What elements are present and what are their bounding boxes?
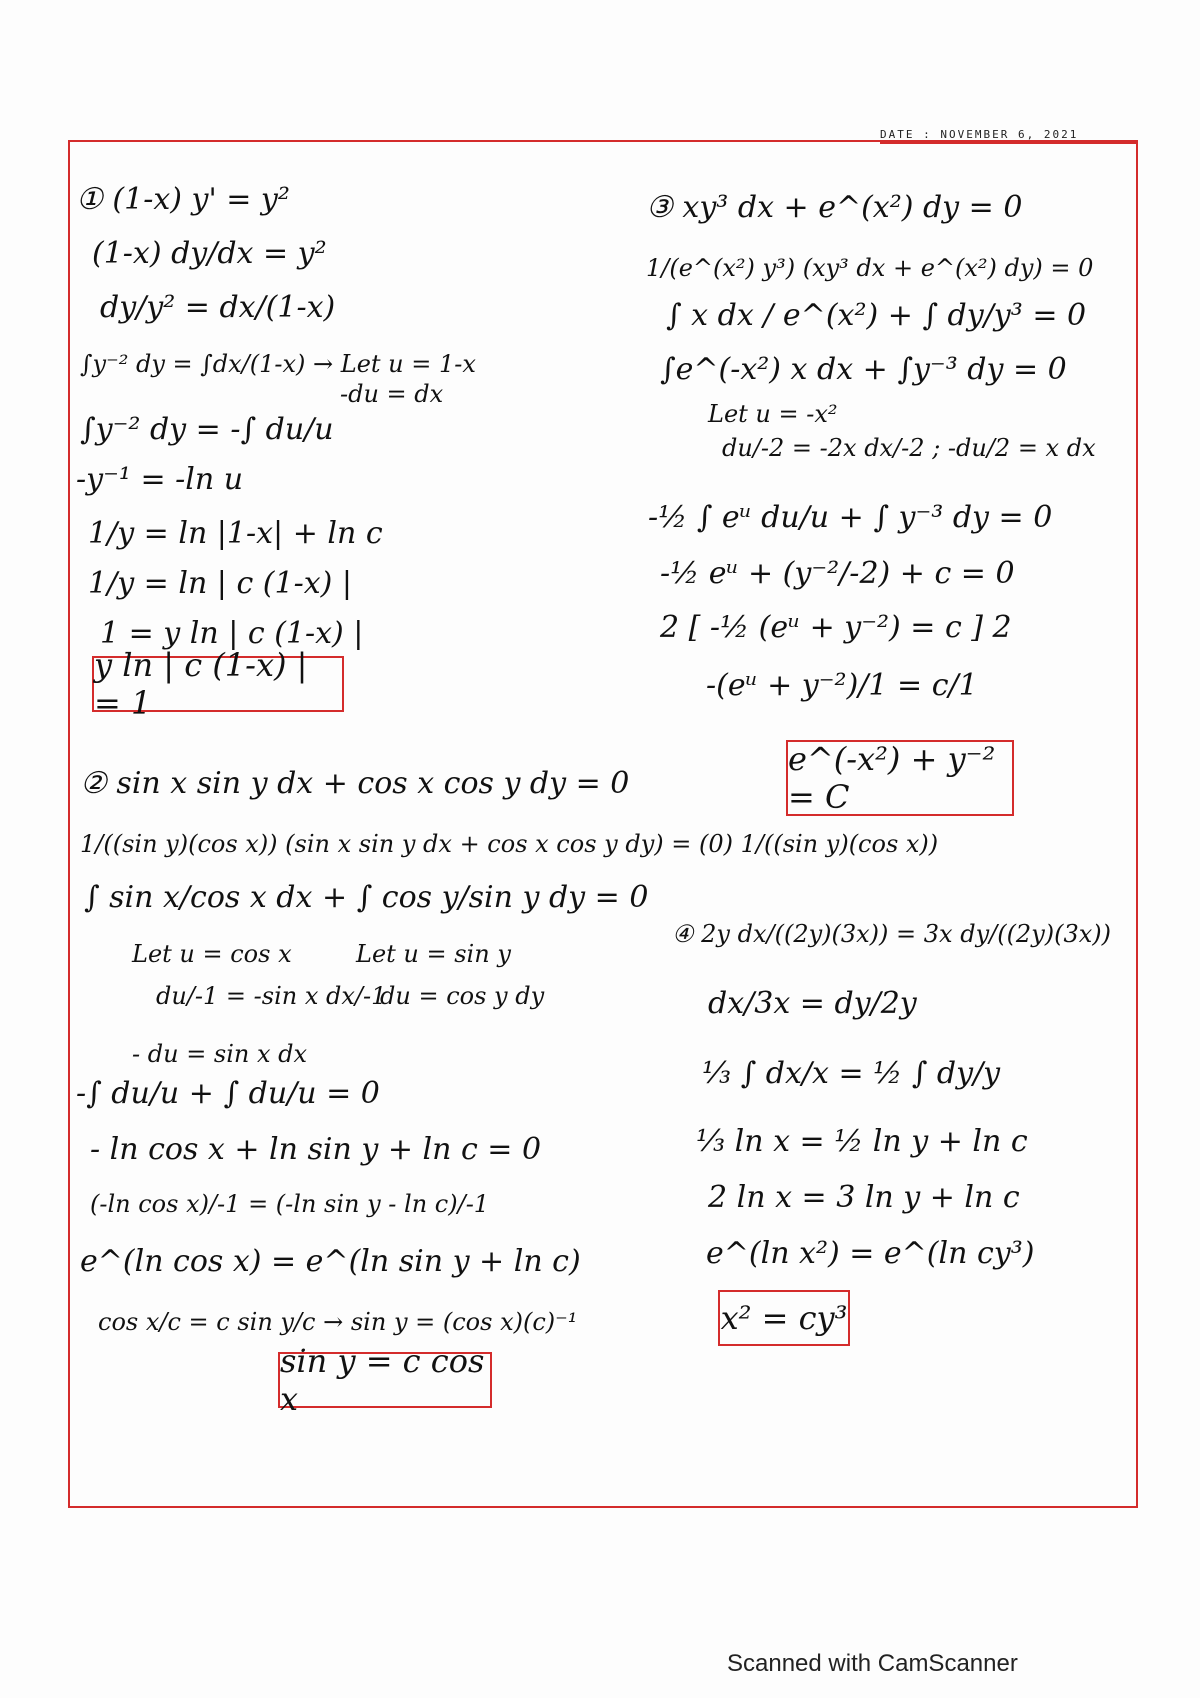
p2-line: du/-1 = -sin x dx/-1	[156, 982, 387, 1010]
p3-line: Let u = -x²	[708, 400, 838, 428]
p4-line: e^(ln x²) = e^(ln cy³)	[706, 1236, 1035, 1271]
p2-line: du = cos y dy	[380, 982, 545, 1010]
p4-line: 2 ln x = 3 ln y + ln c	[708, 1180, 1020, 1215]
p2-line: ② sin x sin y dx + cos x cos y dy = 0	[80, 766, 630, 801]
p2-line: cos x/c = c sin y/c → sin y = (cos x)(c)⁻¹	[98, 1308, 578, 1336]
p2-line: -∫ du/u + ∫ du/u = 0	[76, 1076, 380, 1111]
p2-answer-box: sin y = c cos x	[278, 1352, 492, 1408]
p1-line: dy/y² = dx/(1-x)	[100, 290, 336, 325]
p1-line: ∫y⁻² dy = ∫dx/(1-x) → Let u = 1-x	[80, 350, 476, 378]
p3-line: ∫ x dx / e^(x²) + ∫ dy/y³ = 0	[666, 298, 1087, 333]
p3-line: -½ eᵘ + (y⁻²/-2) + c = 0	[660, 556, 1015, 591]
p2-line: Let u = sin y	[356, 940, 511, 968]
footer-watermark: Scanned with CamScanner	[727, 1650, 1018, 1677]
p1-line: 1 = y ln | c (1-x) |	[100, 616, 364, 651]
p3-line: -(eᵘ + y⁻²)/1 = c/1	[706, 668, 978, 703]
p3-line: ∫e^(-x²) x dx + ∫y⁻³ dy = 0	[660, 352, 1067, 387]
p1-line: 1/y = ln | c (1-x) |	[88, 566, 352, 601]
p4-line: ④ 2y dx/((2y)(3x)) = 3x dy/((2y)(3x))	[672, 920, 1112, 948]
p2-line: (-ln cos x)/-1 = (-ln sin y - ln c)/-1	[90, 1190, 490, 1218]
p2-line: - ln cos x + ln sin y + ln c = 0	[90, 1132, 542, 1167]
p2-line: e^(ln cos x) = e^(ln sin y + ln c)	[80, 1244, 581, 1279]
p1-line: -y⁻¹ = -ln u	[76, 462, 244, 497]
p1-line: 1/y = ln |1-x| + ln c	[88, 516, 383, 551]
p1-line: ① (1-x) y' = y²	[76, 182, 290, 217]
p4-line: dx/3x = dy/2y	[708, 986, 917, 1021]
p2-line: - du = sin x dx	[132, 1040, 308, 1068]
p4-answer-box: x² = cy³	[718, 1290, 850, 1346]
p3-answer-box: e^(-x²) + y⁻² = C	[786, 740, 1014, 816]
p3-line: 2 [ -½ (eᵘ + y⁻²) = c ] 2	[660, 610, 1012, 645]
p2-line: ∫ sin x/cos x dx + ∫ cos y/sin y dy = 0	[84, 880, 649, 915]
p1-line: (1-x) dy/dx = y²	[92, 236, 327, 271]
p2-line: Let u = cos x	[132, 940, 292, 968]
p3-line: -½ ∫ eᵘ du/u + ∫ y⁻³ dy = 0	[648, 500, 1053, 535]
p3-line: ③ xy³ dx + e^(x²) dy = 0	[646, 190, 1023, 225]
p1-answer-box: y ln | c (1-x) | = 1	[92, 656, 344, 712]
p4-line: ⅓ ∫ dx/x = ½ ∫ dy/y	[702, 1056, 1001, 1091]
p3-line: 1/(e^(x²) y³) (xy³ dx + e^(x²) dy) = 0	[646, 254, 1094, 282]
date-header: DATE : NOVEMBER 6, 2021	[880, 128, 1138, 144]
p1-line: ∫y⁻² dy = -∫ du/u	[80, 412, 334, 447]
p1-line: -du = dx	[340, 380, 444, 408]
p4-line: ⅓ ln x = ½ ln y + ln c	[696, 1124, 1028, 1159]
p2-line: 1/((sin y)(cos x)) (sin x sin y dx + cos x cos y dy) = (0) 1/((sin y)(cos x))	[80, 830, 939, 858]
p3-line: du/-2 = -2x dx/-2 ; -du/2 = x dx	[722, 434, 1096, 462]
